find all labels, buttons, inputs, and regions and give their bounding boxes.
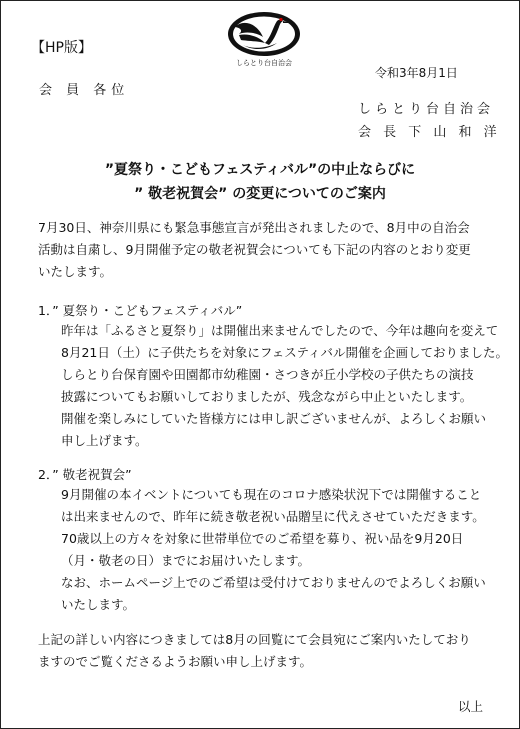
sender-organization: しらとり台自治会 — [358, 102, 495, 117]
closing-line: 上記の詳しい内容につきましては8月の回覧にて会員宛にご案内いたしており — [38, 632, 471, 647]
section-1-line: 申し上げます。 — [61, 433, 148, 448]
crane-logo-icon — [221, 7, 307, 69]
section-1-heading: 1．” 夏祭り・こどもフェスティバル” — [38, 303, 243, 318]
closing-paragraph — [38, 629, 471, 673]
section-2-line: いたします。 — [61, 597, 136, 612]
hp-version-tag: 【HP版】 — [31, 40, 92, 56]
intro-line: 活動は自粛し、9月開催予定の敬老祝賀会についても下記の内容のとおり変更 — [38, 242, 471, 257]
issue-date: 令和3年8月1日 — [375, 66, 458, 80]
section-1-line: 8月21日（土）に子供たちを対象にフェスティバル開催を企画しておりました。 — [61, 345, 508, 360]
section-2-line: 9月開催の本イベントについても現在のコロナ感染状況下では開催すること — [61, 487, 482, 502]
logo-caption: しらとり台自治会 — [236, 59, 292, 67]
closing-line: ますのでご覧くださるようお願い申し上げます。 — [38, 654, 313, 669]
addressee: 会 員 各位 — [39, 83, 130, 98]
section-2-line: なお、ホームページ上でのご希望は受付けておりませんのでよろしくお願い — [61, 575, 486, 590]
end-mark: 以上 — [458, 699, 484, 714]
section-1-line: しらとり台保育園や田園都市幼稚園・さつきが丘小学校の子供たちの演技 — [61, 367, 474, 382]
section-2-line: は出来ませんので、昨年に続き敬老祝い品贈呈に代えさせていただきます。 — [61, 509, 485, 524]
section-1-line: 開催を楽しみにしていた皆様方には申し訳ございませんが、よろしくお願い — [61, 411, 487, 426]
section-1-line: 昨年は「ふるさと夏祭り」は開催出来ませんでしたので、今年は趣向を変えて — [61, 323, 499, 338]
section-2-heading: 2．” 敬老祝賀会” — [38, 467, 132, 482]
section-2-line: （月・敬老の日）までにお届けいたします。 — [61, 553, 311, 568]
intro-line: いたします。 — [38, 264, 113, 279]
sender-name: 会 長 下 山 和 洋 — [358, 125, 501, 140]
section-1-body — [61, 320, 508, 452]
association-logo — [221, 7, 307, 69]
section-2-body — [61, 484, 486, 616]
document-title-line-2: ” 敬老祝賀会” の変更についてのご案内 — [134, 186, 386, 202]
intro-paragraph — [38, 217, 471, 283]
document-title-line-1: ”夏祭り・こどもフェスティバル”の中止ならびに — [104, 162, 416, 178]
section-1-line: 披露についてもお願いしておりましたが、残念ながら中止といたします。 — [61, 389, 473, 404]
intro-line: 7月30日、神奈川県にも緊急事態宣言が発出されましたので、8月中の自治会 — [38, 220, 470, 235]
section-2-line: 70歳以上の方々を対象に世帯単位でのご希望を募り、祝い品を9月20日 — [61, 531, 464, 546]
